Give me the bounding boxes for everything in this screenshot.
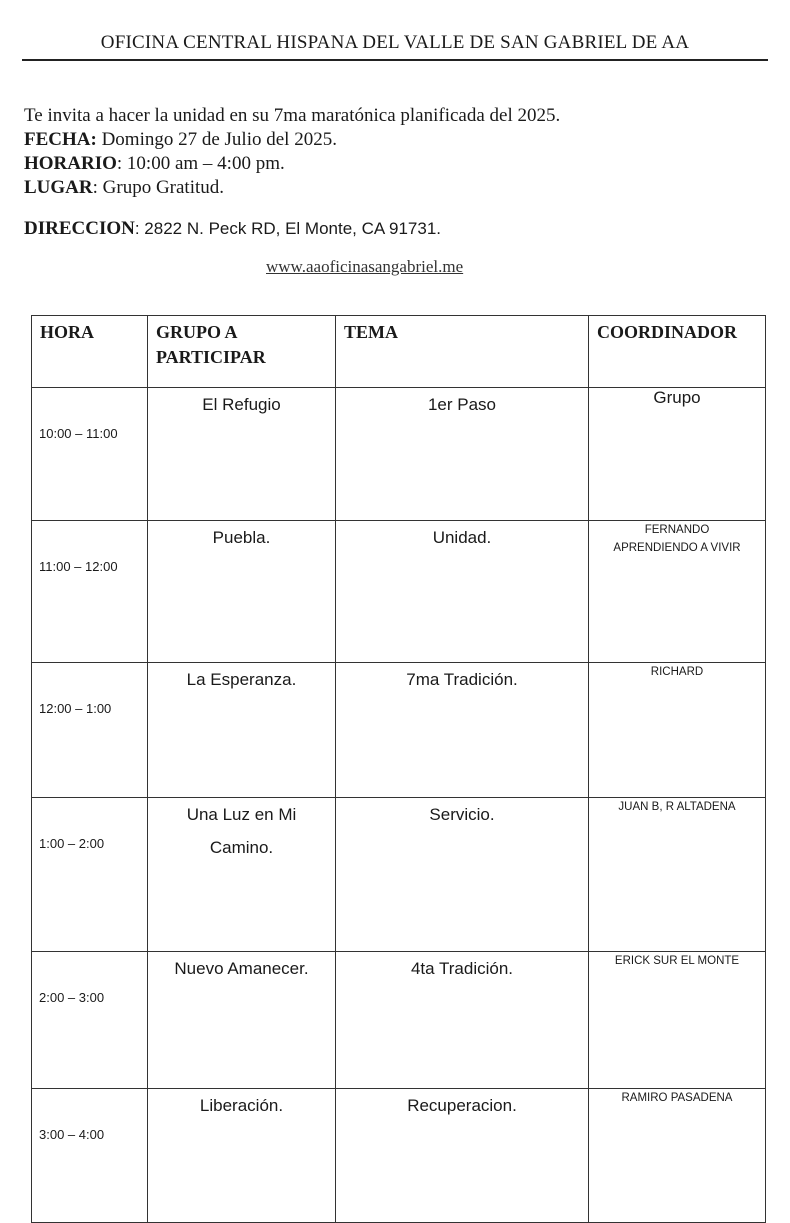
page-title: OFICINA CENTRAL HISPANA DEL VALLE DE SAN GABRIEL DE AA (100, 32, 690, 53)
table-row (32, 1089, 766, 1223)
header-grupo (148, 316, 336, 388)
cell-grupo: Nuevo Amanecer. (148, 952, 336, 1089)
table-header-row (32, 316, 766, 388)
header-divider (22, 59, 768, 61)
cell-hora: 10:00 – 11:00 (32, 388, 148, 521)
cell-tema: 1er Paso (336, 388, 589, 521)
header-grupo-line2: PARTICIPAR (156, 347, 266, 367)
horario-line (24, 152, 560, 176)
header-grupo-line1: GRUPO A (156, 322, 238, 342)
cell-grupo: Puebla. (148, 521, 336, 663)
cell-hora: 1:00 – 2:00 (32, 798, 148, 952)
lugar-value: : Grupo Gratitud. (92, 177, 225, 198)
invite-text: Te invita a hacer la unidad en su 7ma maratónica planificada del 2025. (24, 105, 561, 126)
horario-value: : 10:00 am – 4:00 pm. (116, 153, 285, 174)
cell-hora: 11:00 – 12:00 (32, 521, 148, 663)
cell-tema: 4ta Tradición. (336, 952, 589, 1089)
coordinador-line2: APRENDIENDO A VIVIR (613, 542, 741, 554)
cell-tema: 7ma Tradición. (336, 663, 589, 798)
horario-label: HORARIO (24, 153, 117, 174)
fecha-value: Domingo 27 de Julio del 2025. (101, 129, 337, 150)
grupo-line1: Una Luz en Mi (186, 805, 297, 824)
cell-grupo (148, 798, 336, 952)
cell-coordinador: RICHARD (589, 663, 766, 798)
cell-coordinador: Grupo (589, 388, 766, 521)
header-coordinador: COORDINADOR (589, 316, 766, 388)
direccion-line (24, 218, 441, 240)
cell-grupo: El Refugio (148, 388, 336, 521)
cell-coordinador: ERICK SUR EL MONTE (589, 952, 766, 1089)
cell-grupo: La Esperanza. (148, 663, 336, 798)
website-link[interactable]: www.aaoficinasangabriel.me (266, 257, 464, 276)
cell-grupo: Liberación. (148, 1089, 336, 1223)
fecha-label: FECHA: (24, 129, 97, 150)
event-details (24, 104, 560, 200)
direccion-value: : 2822 N. Peck RD, El Monte, CA 91731. (134, 219, 442, 238)
lugar-line (24, 176, 560, 200)
cell-hora: 12:00 – 1:00 (32, 663, 148, 798)
table-row (32, 952, 766, 1089)
direccion-label: DIRECCION (24, 218, 135, 239)
lugar-label: LUGAR (24, 177, 93, 198)
cell-hora: 2:00 – 3:00 (32, 952, 148, 1089)
cell-tema: Recuperacion. (336, 1089, 589, 1223)
header-hora: HORA (32, 316, 148, 388)
schedule-table (31, 315, 766, 1223)
fecha-line (24, 128, 560, 152)
table-row (32, 521, 766, 663)
cell-coordinador: JUAN B, R ALTADENA (589, 798, 766, 952)
cell-coordinador (589, 521, 766, 663)
cell-tema: Servicio. (336, 798, 589, 952)
cell-tema: Unidad. (336, 521, 589, 663)
table-row (32, 663, 766, 798)
table-row (32, 388, 766, 521)
header-tema: TEMA (336, 316, 589, 388)
cell-coordinador: RAMIRO PASADENA (589, 1089, 766, 1223)
grupo-line2: Camino. (209, 838, 274, 857)
cell-hora: 3:00 – 4:00 (32, 1089, 148, 1223)
coordinador-line1: FERNANDO (644, 524, 710, 536)
table-row (32, 798, 766, 952)
